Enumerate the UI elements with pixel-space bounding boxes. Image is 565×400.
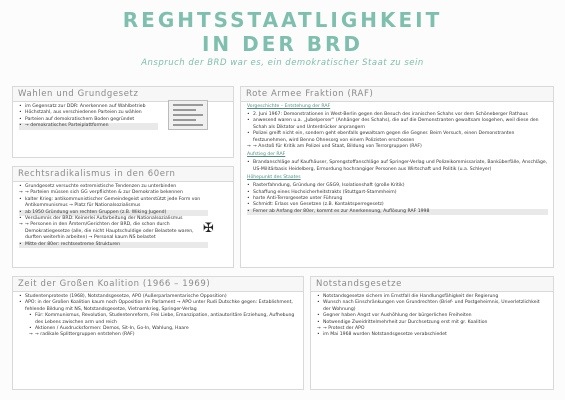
list-item: • Versäumnis der BRD: Keinerlei Aufarbeitung der Nationalsozialismus bbox=[19, 216, 208, 222]
rechtsradikal-box bbox=[12, 166, 234, 268]
list-item: • Rasterfahndung, Gründung der GSG9, Isolationshaft (große Kritik) bbox=[247, 183, 548, 189]
raf-vorgeschichte-list bbox=[241, 110, 553, 150]
list-item: → → radikale Splittergruppen entstehen (RAF) bbox=[29, 332, 298, 338]
notstand-list bbox=[311, 292, 553, 339]
grossekoalition-list bbox=[13, 292, 303, 339]
list-item: • Wunsch nach Einschränkungen von Grundrechten (Brief- und Postgeheimnis, Unverletzlichkeit der Wohnung) bbox=[317, 300, 548, 313]
list-item: • APO: in der Großen Koalition kaum noch Opposition im Parlament → APO unter Rudi Dutschke gegen: Establishment, fehlende Bildung mit NS, Notstandsgesetze, Vietnamkrieg, Springer-Verlag bbox=[19, 300, 298, 313]
raf-vorgeschichte-label: Vorgeschichte – Entstehung der RAF bbox=[247, 104, 331, 109]
list-item: • Aktionen / Ausdrucksformen: Demos, Sit-In, Go-In, Wahlung, Haare bbox=[29, 326, 298, 332]
raf-aufstieg-label: Aufstieg der RAF bbox=[247, 152, 286, 158]
list-item: → → Parteien müssen sich GG verpflichten & zur Demokratie bekennen bbox=[19, 190, 208, 196]
list-item: • Polizei greift nicht ein, sondern geht ebenfalls gewaltsam gegen die Gegner. Beim Versuch, einen Demonstranten festzunehmen, wird Benno Ohnesorg von einem Polizisten erschossen bbox=[247, 131, 548, 144]
list-item: • Gegner haben Angst vor Aushöhlung der bürgerlichen Freiheiten bbox=[317, 313, 548, 319]
grossekoalition-box bbox=[12, 276, 304, 390]
list-item: • anwesend waren u.a. „Jubelperser“ (Anhänger des Schahs), die auf die Demonstranten gewaltsam losgehen, weil diese den Schah als Diktator und Unterdrücker anprangern bbox=[247, 118, 548, 131]
list-item: • Ferner ab Anfang der 80er, kommt es zur Anerkennung, Auflösung RAF 1998 bbox=[247, 209, 548, 215]
list-item: • kalter Krieg: antikommunistischer Gemeindegeist unterstützt jede Form von Antikommunismus → Platz für Nationalsozialismus bbox=[19, 197, 208, 210]
notstand-heading: Notstandsgesetze bbox=[311, 277, 553, 292]
list-item: • Studentenproteste (1968), Notstandsgesetze, APO (Außerparlamentarische Opposition) bbox=[19, 294, 298, 300]
page-subtitle: Anspruch der BRD war es, ein demokratischer Staat zu sein bbox=[141, 58, 424, 68]
wahlen-heading: Wahlen und Grundgesetz bbox=[13, 87, 233, 102]
wahlen-list bbox=[13, 102, 163, 130]
list-item: • 2. Juni 1967: Demonstrationen in West-Berlin gegen den Besuch des iranischen Schahs vor dem Schöneberger Rathaus bbox=[247, 112, 548, 118]
swastika-icon: ✠ bbox=[203, 221, 214, 236]
list-item: • → demokratisches Parteiplattformen bbox=[19, 123, 158, 129]
list-item: • harte Anti-Terrorgesetze unter Führung bbox=[247, 196, 548, 202]
raf-hochphase-list bbox=[241, 181, 553, 215]
list-item: → → Protest der APO bbox=[317, 326, 548, 332]
list-item: • Grundgesetz versuchte extremistische Tendenzen zu unterbinden bbox=[19, 184, 208, 190]
page-title: REGHTSSTAATLIGHKEIT bbox=[122, 8, 443, 32]
list-item: • ab 1950 Gründung von rechten Gruppen (z.B. Wiking Jugend) bbox=[19, 210, 208, 216]
list-item: • Brandanschläge auf Kaufhäuser, Sprengstoffanschläge auf Springer-Verlag und Polizeikommissariate, Banküberfälle, Anschläge, US-Militärbasis Heidelberg, Ermordung hochrangiger Personen aus Wirtschaft und Politik (u.a. Schleyer) bbox=[247, 160, 548, 173]
list-item: • Für: Kommunismus, Revolution, Studentenreform, Frei Liebe, Emanzipation, antiautoritäre Erziehung, Aufhebung des Lebens zwischen arm und reich bbox=[29, 313, 298, 326]
list-item: • Schmidt: Erlass von Gesetzen (z.B. Kontaktsperregesetz) bbox=[247, 202, 548, 208]
rechtsradikal-heading: Rechtsradikalismus in den 60ern bbox=[13, 167, 233, 182]
ballot-image bbox=[168, 100, 208, 130]
raf-box bbox=[240, 86, 554, 268]
rechtsradikal-list bbox=[13, 182, 213, 248]
grossekoalition-heading: Zeit der Großen Koalition (1966 – 1969) bbox=[13, 277, 303, 292]
list-item: → → Anstoß für Kritik am Polizei und Staat, Bildung von Terrorgruppen (RAF) bbox=[247, 144, 548, 150]
raf-aufstieg-list bbox=[241, 158, 553, 173]
list-item: → → Personen in den Ämtern/Gerichten der BRD, die schon durch Demokratiegesetze (alle, die nicht Hauptschuldige oder Belastete waren, durften weiterhin arbeiten) → Personal kaum NS belastet bbox=[19, 222, 208, 241]
notstand-box bbox=[310, 276, 554, 390]
list-item: • Notstandsgesetze sichern im Ernstfall die Handlungsfähigkeit der Regierung bbox=[317, 294, 548, 300]
list-item: • Schaffung eines Hochsicherheitstrakts (Stuttgart-Stammheim) bbox=[247, 190, 548, 196]
list-item: • im Mai 1968 wurden Notstandsgesetze verabschiedet bbox=[317, 332, 548, 338]
list-item: • Mitte der 80er: rechtsextreme Strukturen bbox=[19, 242, 208, 248]
raf-hochphase-label: Höhepunkt des Staates bbox=[247, 175, 301, 181]
list-item: • Notwendige Zweidrittelmehrheit zur Durchsetzung erst mit gr. Koalition bbox=[317, 320, 548, 326]
page-title-line2: IN DER BRD bbox=[201, 32, 363, 56]
list-item: • Höchstzahl, aus verschiedenen Parteien zu wählen bbox=[19, 110, 158, 116]
raf-heading: Rote Armee Fraktion (RAF) bbox=[241, 87, 553, 102]
list-item: • im Gegensatz zur DDR: Anerkennen auf Wahlbetrieb bbox=[19, 104, 158, 110]
list-item: • Parteien auf demokratischem Boden gegründet bbox=[19, 117, 158, 123]
